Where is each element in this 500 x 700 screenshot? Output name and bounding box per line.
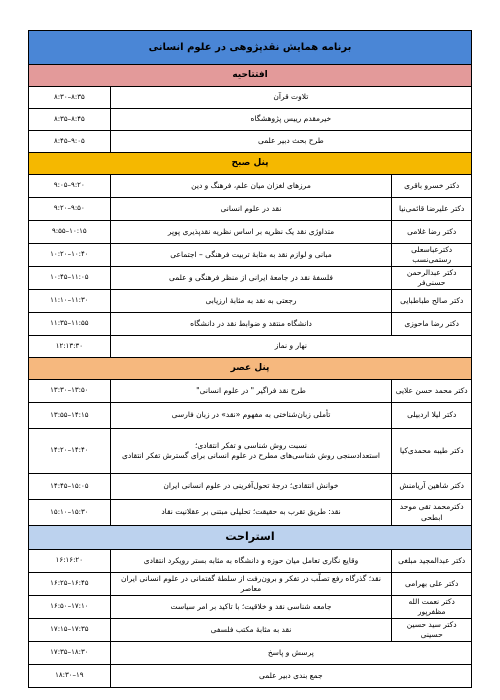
session-time: ۹:۵۵–۱۰:۱۵ — [52, 227, 87, 236]
closing-time: ۱۸:۳۰–۱۹ — [55, 671, 84, 680]
session-time: ۱۶:۲۵–۱۶:۴۵ — [50, 579, 89, 588]
session-row — [29, 267, 472, 290]
session-row — [29, 221, 472, 244]
session-row — [29, 244, 472, 267]
session-topic: متداوژی نقد یک نظریه بر اساس نظریه نقدپذیری پوپر — [110, 221, 392, 243]
session-topic-line: نسبت روش شناسی و تفکر انتقادی؛ — [195, 440, 307, 450]
opening-topic: خیرمقدم رییس پژوهشگاه — [110, 109, 471, 130]
session-time: ۱۰:۴۵–۱۱:۰۵ — [50, 273, 89, 282]
speaker-name: دکتر علیرضا قائمی‌نیا — [391, 198, 471, 220]
session-row — [29, 619, 472, 642]
opening-row — [29, 109, 472, 131]
speaker-name: دکتر نعمت الله مظفرپور — [391, 596, 471, 618]
opening-topic: تلاوت قرآن — [110, 87, 471, 108]
session-row — [29, 550, 472, 573]
break-topic: نهار و نماز — [110, 336, 471, 357]
afternoon-header-row — [29, 358, 472, 380]
closing-row — [29, 642, 472, 665]
speaker-name: دکتر سید حسین حسینی — [391, 619, 471, 641]
session-row — [29, 403, 472, 429]
session-time: ۱۴:۲۰–۱۴:۴۰ — [50, 446, 89, 455]
session-time: ۱۴:۴۵–۱۵:۰۵ — [50, 481, 89, 490]
session-row — [29, 596, 472, 619]
session-row — [29, 313, 472, 336]
session-row — [29, 198, 472, 221]
session-time: ۱۶:۱۶:۲۰ — [55, 556, 83, 565]
opening-topic: طرح بحث دبیر علمی — [110, 131, 471, 152]
session-time: ۱۵:۱۰–۱۵:۳۰ — [50, 507, 89, 516]
session-row — [29, 380, 472, 403]
session-row — [29, 175, 472, 198]
closing-topic: پرسش و پاسخ — [110, 642, 471, 664]
speaker-name: دکتر رضا ماحوزی — [391, 313, 471, 335]
speaker-name: دکتر عبدالرحمن حسنی‌فر — [391, 267, 471, 289]
opening-header-row — [29, 65, 472, 87]
session-topic: وقایع نگاری تعامل میان حوزه و دانشگاه به مثابه بستر رویکرد انتقادی — [110, 550, 392, 572]
opening-time: ۸:۳۵–۸:۴۵ — [53, 114, 85, 123]
break-time: ۱۲:۱۳:۳۰ — [55, 341, 83, 350]
program-table — [28, 30, 472, 688]
session-time: ۱۳:۵۵–۱۴:۱۵ — [50, 410, 89, 419]
session-topic: نقد؛ گذرگاه رفع تصلّب در تفکر و برون‌رفت از سلطهٔ گفتمانی در علوم انسانی ایران معاصر — [110, 573, 392, 595]
opening-row — [29, 131, 472, 153]
speaker-name: دکتر صالح طباطبایی — [391, 290, 471, 312]
rest-header: استراحت — [225, 530, 275, 544]
opening-header: افتتاحیه — [232, 70, 268, 81]
session-topic: فلسفهٔ نقد در جامعهٔ ایرانی از منظر فرهنگی و علمی — [110, 267, 392, 289]
session-time: ۱۱:۱۰–۱۱:۳۰ — [50, 296, 89, 305]
session-row — [29, 573, 472, 596]
title-row — [29, 31, 472, 65]
opening-row — [29, 87, 472, 109]
session-topic: تأملی زبان‌شناختی به مفهوم «نقد» در زبان فارسی — [110, 403, 392, 428]
opening-time: ۸:۴۵–۹:۰۵ — [53, 136, 85, 145]
opening-time: ۸:۳۰–۸:۳۵ — [53, 92, 85, 101]
session-topic: نقد به مثابهٔ مکتب فلسفی — [110, 619, 392, 641]
closing-row — [29, 665, 472, 688]
speaker-name: دکتر عبدالمجید مبلغی — [391, 550, 471, 572]
session-time: ۱۷:۱۵–۱۷:۳۵ — [50, 625, 89, 634]
speaker-name: دکتر محمد حسن علایی — [391, 380, 471, 402]
session-time: ۱۱:۳۵–۱۱:۵۵ — [50, 319, 89, 328]
session-topic: نقد در علوم انسانی — [110, 198, 392, 220]
speaker-name: دکترمحمد تقی موحد ابطحی — [391, 500, 471, 525]
session-time: ۹:۲۰–۹:۵۰ — [53, 204, 85, 213]
speaker-name: دکتر علی بهرامی — [391, 573, 471, 595]
session-topic: مبانی و لوازم نقد به مثابهٔ تربیت فرهنگی – اجتماعی — [110, 244, 392, 266]
closing-topic: جمع بندی دبیر علمی — [110, 665, 471, 687]
program-title: برنامه همایش نقدپژوهی در علوم انسانی — [148, 41, 352, 53]
session-time: ۱۰:۲۰–۱۰:۴۰ — [50, 250, 89, 259]
speaker-name: دکتر رضا غلامی — [391, 221, 471, 243]
session-row — [29, 429, 472, 474]
session-topic: نقد: طریق تقرب به حقیقت؛ تحلیلی مبتنی بر عقلانیت نقاد — [110, 500, 392, 525]
session-row — [29, 474, 472, 500]
session-topic: دانشگاه منتقد و ضوابط نقد در دانشگاه — [110, 313, 392, 335]
session-topic-line: استعدادسنجی روش شناسی‌های مطرح در علوم انسانی برای گسترش تفکر انتقادی — [122, 451, 380, 460]
session-row — [29, 290, 472, 313]
speaker-name: دکترعباسعلی رستمی‌نسب — [391, 244, 471, 266]
morning-header: پنل صبح — [231, 158, 269, 169]
session-topic: طرح نقد فراگیر " در علوم انسانی" — [110, 380, 392, 402]
morning-header-row — [29, 153, 472, 175]
speaker-name: دکتر خسرو باقری — [391, 175, 471, 197]
afternoon-header: پنل عصر — [230, 363, 270, 374]
speaker-name: دکتر طیبه محمدی‌کیا — [391, 429, 471, 473]
speaker-name: دکتر لیلا اردبیلی — [391, 403, 471, 428]
speaker-name: دکتر شاهین آریامنش — [391, 474, 471, 499]
session-time: ۱۳:۳۰–۱۳:۵۰ — [50, 386, 89, 395]
session-topic: مرزهای لغزان میان علم، فرهنگ و دین — [110, 175, 392, 197]
session-row — [29, 500, 472, 526]
session-time: ۱۶:۵۰–۱۷:۱۰ — [50, 602, 89, 611]
session-topic: رجعتی به نقد به مثابهٔ ارزیابی — [110, 290, 392, 312]
rest-header-row — [29, 526, 472, 550]
session-time: ۹:۰۵–۹:۲۰ — [53, 181, 85, 190]
session-topic: خوانش انتقادی؛ درجهٔ تحول‌آفرینی در علوم انسانی ایران — [110, 474, 392, 499]
session-topic: جامعه شناسی نقد و خلاقیت؛ با تاکید بر امر سیاست — [110, 596, 392, 618]
session-topic — [110, 429, 392, 473]
closing-time: ۱۷:۳۵–۱۸:۳۰ — [50, 648, 89, 657]
break-row — [29, 336, 472, 358]
